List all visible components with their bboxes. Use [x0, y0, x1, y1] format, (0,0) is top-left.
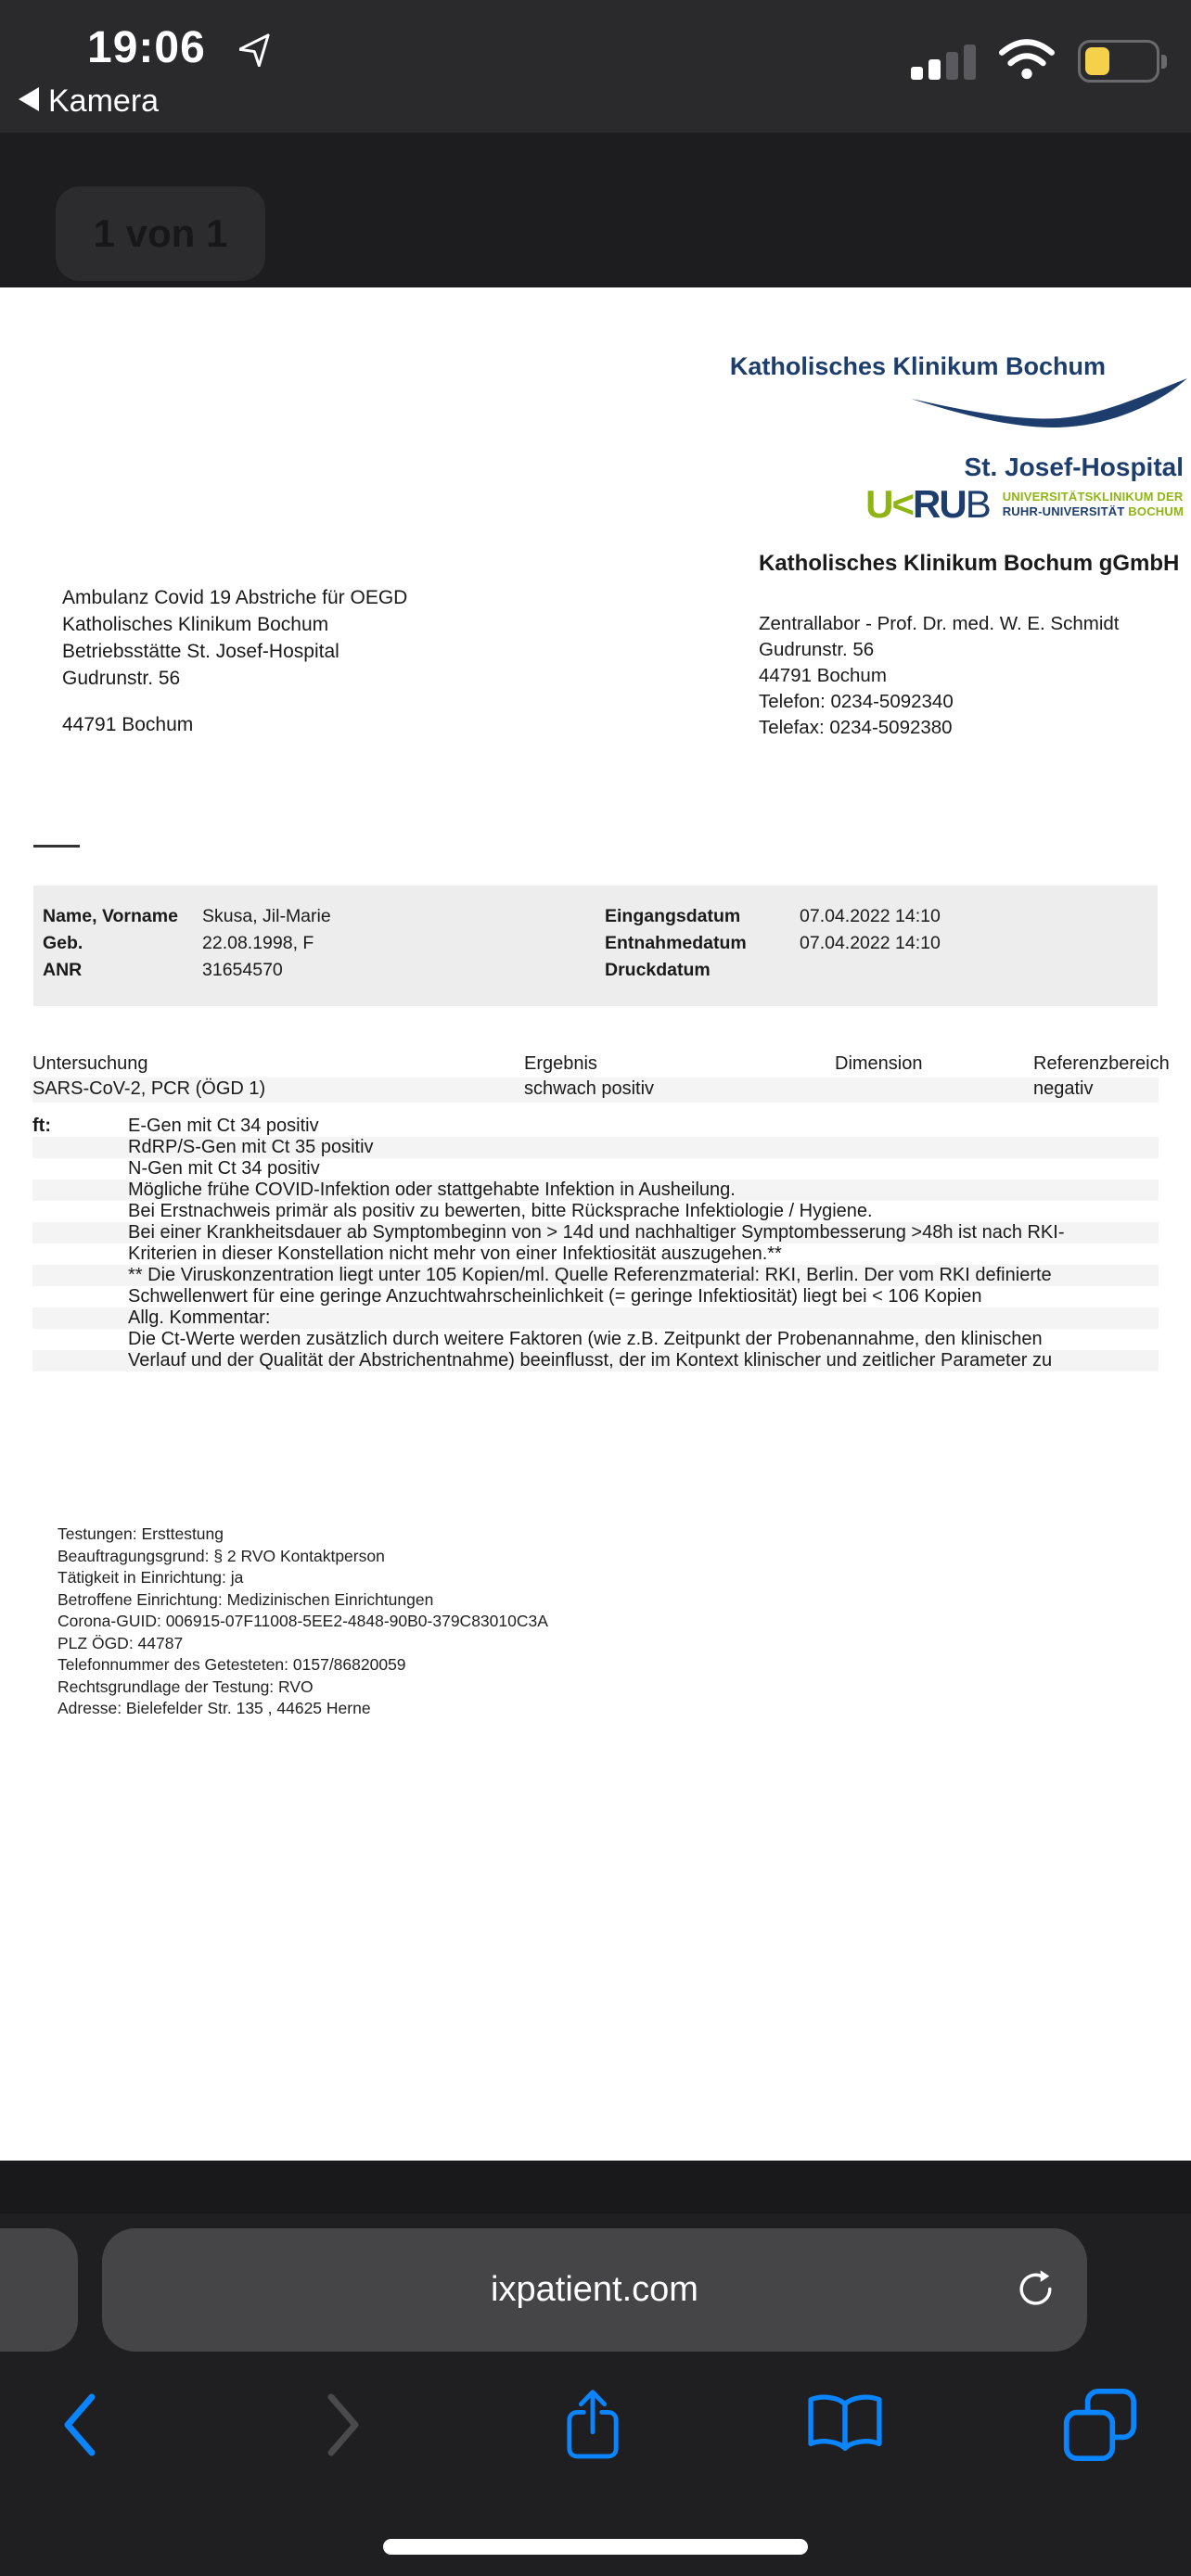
- battery-level: [1085, 47, 1109, 75]
- hospital-name: St. Josef-Hospital: [964, 453, 1184, 481]
- findings-line: Verlauf und der Qualität der Abstrichentnahme) beeinflusst, der im Kontext klinischer und zeitlicher Parameter zu: [32, 1350, 1159, 1371]
- book-icon: [803, 2393, 887, 2456]
- patient-label: Druckdatum: [605, 960, 711, 980]
- findings-section: [32, 1116, 1159, 1371]
- lab-report-document: [0, 287, 1191, 2161]
- results-header: Ergebnis: [524, 1053, 597, 1074]
- sender-line: Ambulanz Covid 19 Abstriche für OEGD: [62, 587, 408, 608]
- clinic-logo-swoosh-icon: [911, 376, 1189, 435]
- result-reference: negativ: [1033, 1078, 1094, 1099]
- lab-line: Telefax: 0234-5092380: [759, 717, 953, 738]
- wifi-icon: [998, 38, 1056, 85]
- findings-label: ft:: [32, 1116, 51, 1136]
- chevron-left-icon: [62, 2393, 97, 2456]
- reload-button[interactable]: [1015, 2268, 1056, 2312]
- lab-line: Gudrunstr. 56: [759, 639, 875, 660]
- findings-line: Schwellenwert für eine geringe Anzuchtwahrscheinlichkeit (= geringe Infektiosität) liegt bei < 106 Kopien: [128, 1286, 982, 1307]
- findings-line: RdRP/S-Gen mit Ct 35 positiv: [32, 1137, 1159, 1158]
- page-indicator-badge: 1 von 1: [56, 186, 265, 281]
- tabs-icon: [1061, 2388, 1137, 2462]
- viewer-bottom-area: [0, 2161, 1191, 2213]
- patient-value: 22.08.1998, F: [202, 933, 314, 953]
- ukrub-uk-letters: U<: [865, 482, 914, 526]
- meta-line: Corona-GUID: 006915-07F11008-5EE2-4848-90B0-379C83010C3A: [58, 1612, 548, 1630]
- url-text: ixpatient.com: [491, 2270, 698, 2309]
- patient-label: Entnahmedatum: [605, 933, 747, 953]
- sender-line: Katholisches Klinikum Bochum: [62, 614, 329, 635]
- result-value: schwach positiv: [524, 1078, 655, 1099]
- result-exam: SARS-CoV-2, PCR (ÖGD 1): [32, 1078, 266, 1099]
- results-header: Untersuchung: [32, 1053, 148, 1074]
- tabs-button[interactable]: [1057, 2380, 1141, 2469]
- meta-line: PLZ ÖGD: 44787: [58, 1633, 184, 1652]
- back-triangle-icon: [19, 87, 39, 116]
- sender-city: 44791 Bochum: [62, 714, 194, 735]
- back-to-app-button[interactable]: [19, 83, 159, 120]
- back-button[interactable]: [38, 2380, 122, 2469]
- meta-line: Testungen: Ersttestung: [58, 1524, 224, 1543]
- home-indicator[interactable]: [383, 2539, 808, 2555]
- findings-line: E-Gen mit Ct 34 positiv: [128, 1116, 319, 1136]
- share-button[interactable]: [551, 2380, 634, 2469]
- findings-line: Kriterien in dieser Konstellation nicht mehr von einer Infektiosität auszugehen.**: [128, 1243, 782, 1264]
- browser-chrome: [0, 2213, 1191, 2576]
- sender-address-block: [62, 584, 407, 692]
- findings-line: ** Die Viruskonzentration liegt unter 105 Kopien/ml. Quelle Referenzmaterial: RKI, Berlin. Der vom RKI definierte: [32, 1265, 1159, 1286]
- cellular-signal-icon: [911, 43, 976, 80]
- lab-line: Zentrallabor - Prof. Dr. med. W. E. Schmidt: [759, 613, 1120, 634]
- patient-row: [33, 960, 1158, 982]
- meta-line: Beauftragungsgrund: § 2 RVO Kontaktperson: [58, 1546, 385, 1565]
- address-bar[interactable]: [102, 2228, 1087, 2352]
- ukrub-tagline-2b: BOCHUM: [1128, 504, 1184, 518]
- patient-row: [33, 906, 1158, 928]
- patient-value: Skusa, Jil-Marie: [202, 906, 331, 926]
- patient-label: Eingangsdatum: [605, 906, 741, 926]
- location-arrow-icon: [239, 28, 278, 71]
- patient-label: ANR: [43, 960, 83, 980]
- ukrub-tagline-1: UNIVERSITÄTSKLINIKUM DER: [1002, 490, 1184, 504]
- battery-icon: [1078, 40, 1167, 83]
- meta-line: Rechtsgrundlage der Testung: RVO: [58, 1677, 314, 1696]
- fold-mark: [33, 845, 80, 848]
- lab-line: 44791 Bochum: [759, 665, 887, 686]
- back-app-label: Kamera: [48, 83, 160, 119]
- patient-label: Name, Vorname: [43, 906, 178, 926]
- lab-line: Telefon: 0234-5092340: [759, 691, 954, 712]
- patient-info-box: [33, 886, 1158, 1006]
- chevron-right-icon: [326, 2393, 361, 2456]
- patient-value: 31654570: [202, 960, 283, 980]
- viewer-top-area: [0, 133, 1191, 287]
- results-header: Referenzbereich: [1033, 1053, 1170, 1074]
- share-icon: [564, 2387, 621, 2463]
- sender-line: Gudrunstr. 56: [62, 668, 181, 689]
- ukrub-logo: [865, 482, 1184, 526]
- organization-heading: Katholisches Klinikum Bochum gGmbH: [759, 551, 1180, 576]
- forward-button[interactable]: [301, 2380, 385, 2469]
- status-bar: [0, 0, 1191, 133]
- results-header: Dimension: [835, 1053, 923, 1074]
- findings-line: Bei einer Krankheitsdauer ab Symptombeginn von > 14d und nachhaltiger Symptombesserung >48h ist nach RKI-: [32, 1222, 1159, 1243]
- results-header-row: [0, 1053, 1191, 1078]
- findings-line: N-Gen mit Ct 34 positiv: [128, 1158, 320, 1179]
- results-data-row: [32, 1078, 1159, 1103]
- clock: 19:06: [87, 23, 206, 72]
- ukrub-b-letter: B: [965, 482, 990, 526]
- patient-value: 07.04.2022 14:10: [800, 906, 941, 926]
- patient-row: [33, 933, 1158, 955]
- previous-tab-sliver[interactable]: [0, 2228, 78, 2352]
- findings-line: Allg. Kommentar:: [32, 1307, 1159, 1329]
- findings-line: Bei Erstnachweis primär als positiv zu bewerten, bitte Rücksprache Infektiologie / Hygiene.: [128, 1201, 873, 1221]
- findings-line: Mögliche frühe COVID-Infektion oder stattgehabte Infektion in Ausheilung.: [32, 1180, 1159, 1201]
- laboratory-address-block: [759, 611, 1119, 741]
- status-icons: [911, 37, 1167, 85]
- meta-line: Adresse: Bielefelder Str. 135 , 44625 Herne: [58, 1699, 371, 1717]
- meta-line: Telefonnummer des Getesteten: 0157/86820059: [58, 1655, 406, 1674]
- patient-label: Geb.: [43, 933, 83, 953]
- ukrub-ru-letters: RU: [913, 482, 966, 526]
- clinic-logo-text: Katholisches Klinikum Bochum: [729, 352, 1106, 380]
- ukrub-tagline-2a: RUHR-UNIVERSITÄT: [1002, 504, 1125, 518]
- testing-meta-block: [58, 1524, 548, 1720]
- findings-line: Die Ct-Werte werden zusätzlich durch weitere Faktoren (wie z.B. Zeitpunkt der Probenannahme, den klinischen: [128, 1329, 1043, 1349]
- meta-line: Tätigkeit in Einrichtung: ja: [58, 1568, 244, 1587]
- sender-line: Betriebsstätte St. Josef-Hospital: [62, 641, 339, 662]
- meta-line: Betroffene Einrichtung: Medizinischen Einrichtungen: [58, 1589, 434, 1609]
- bookmarks-button[interactable]: [803, 2380, 887, 2469]
- patient-value: 07.04.2022 14:10: [800, 933, 941, 953]
